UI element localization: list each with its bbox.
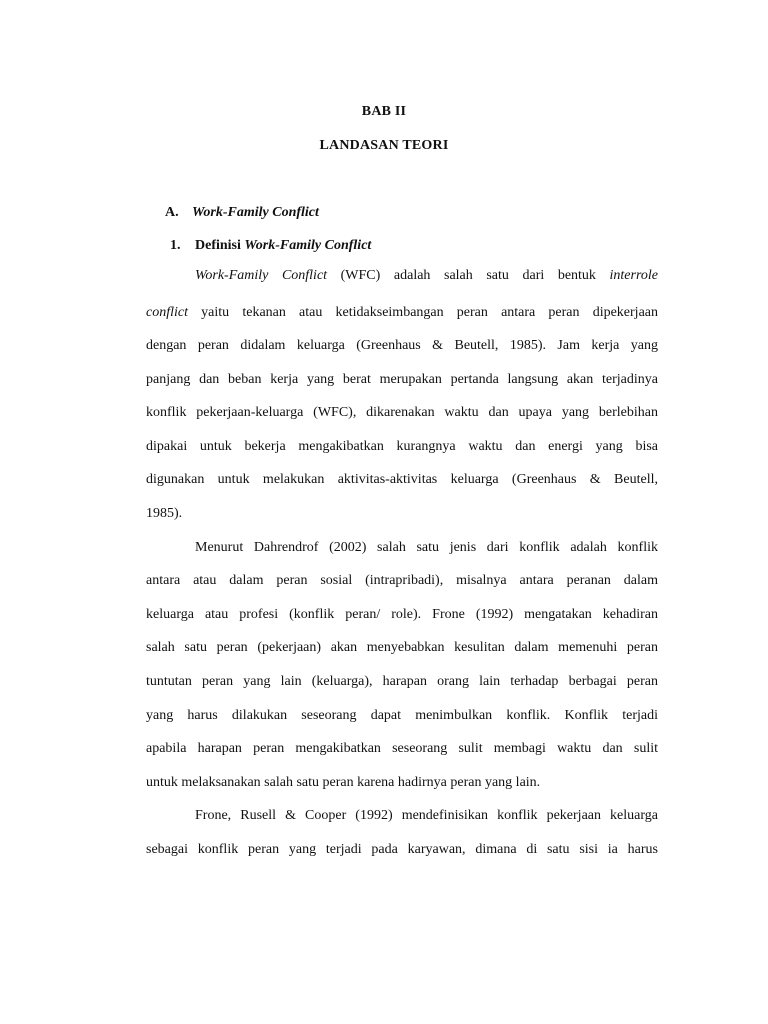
section-title: Work-Family Conflict (192, 205, 319, 220)
paragraph-line (146, 303, 658, 323)
paragraph-line: panjang dan beban kerja yang berat merupakan pertanda langsung akan terjadinya (146, 372, 658, 387)
paragraph-line: keluarga atau profesi (konflik peran/ role). Frone (1992) mengatakan kehadiran (146, 607, 658, 622)
paragraph-line: Menurut Dahrendrof (2002) salah satu jenis dari konflik adalah konflik (195, 540, 658, 555)
paragraph-line: 1985). (146, 506, 183, 521)
subsection-heading (170, 238, 371, 254)
paragraph-line: dengan peran didalam keluarga (Greenhaus & Beutell, 1985). Jam kerja yang (146, 338, 658, 353)
term-wfc: Work-Family Conflict (195, 268, 328, 283)
paragraph-line (195, 266, 658, 286)
section-label: A. (165, 205, 179, 220)
subsection-label: 1. (170, 238, 181, 253)
section-heading (165, 205, 319, 221)
subsection-prefix: Definisi (195, 238, 245, 253)
paragraph-line: antara atau dalam peran sosial (intrapribadi), misalnya antara peranan dalam (146, 573, 658, 588)
term-conflict: conflict (146, 305, 188, 320)
paragraph-line: dipakai untuk bekerja mengakibatkan kurangnya waktu dan energi yang bisa (146, 439, 658, 454)
chapter-title: LANDASAN TEORI (319, 138, 449, 153)
paragraph-text: (WFC) adalah salah satu dari bentuk (327, 268, 610, 283)
paragraph-line: Frone, Rusell & Cooper (1992) mendefinisikan konflik pekerjaan keluarga (195, 808, 658, 823)
term-interrole: interrole (609, 268, 659, 283)
subsection-title: Work-Family Conflict (244, 238, 372, 253)
paragraph-line: yang harus dilakukan seseorang dapat menimbulkan konflik. Konflik terjadi (146, 708, 658, 723)
paragraph-line: konflik pekerjaan-keluarga (WFC), dikarenakan waktu dan upaya yang berlebihan (146, 405, 658, 420)
chapter-heading: BAB II (361, 104, 407, 119)
paragraph-line: digunakan untuk melakukan aktivitas-aktivitas keluarga (Greenhaus & Beutell, (146, 472, 658, 487)
paragraph-line: salah satu peran (pekerjaan) akan menyebabkan kesulitan dalam memenuhi peran (146, 640, 658, 655)
paragraph-text: yaitu tekanan atau ketidakseimbangan peran antara peran dipekerjaan (188, 305, 658, 320)
paragraph-line: untuk melaksanakan salah satu peran karena hadirnya peran yang lain. (146, 775, 541, 790)
paragraph-line: sebagai konflik peran yang terjadi pada karyawan, dimana di satu sisi ia harus (146, 842, 658, 857)
paragraph-line: tuntutan peran yang lain (keluarga), harapan orang lain terhadap berbagai peran (146, 674, 658, 689)
paragraph-line: apabila harapan peran mengakibatkan seseorang sulit membagi waktu dan sulit (146, 741, 658, 756)
